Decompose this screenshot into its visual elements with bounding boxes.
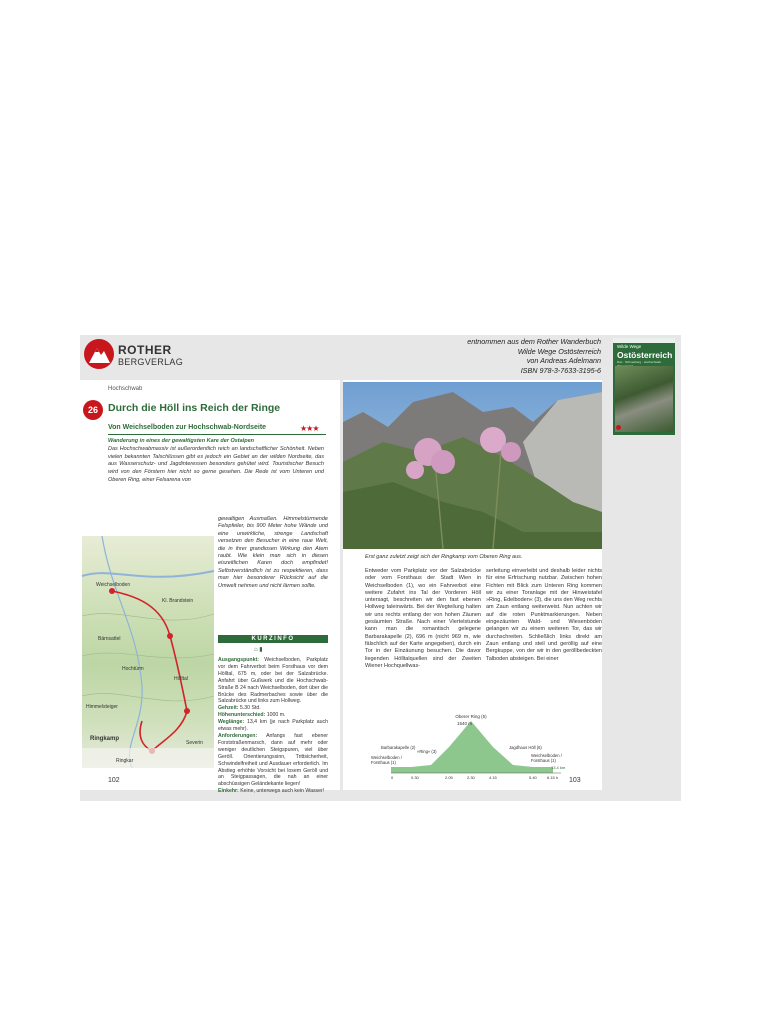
profile-time: 4.15 (489, 775, 497, 780)
profile-peak: Oberer Ring (5) (455, 714, 487, 719)
tour-subtitle: Von Weichselboden zur Hochschwab-Nordseite (108, 424, 267, 431)
publisher-name: ROTHER (118, 343, 172, 357)
kurzinfo-item: Einkehr: Keine, unterwegs auch kein Wasser! (218, 788, 325, 795)
map-waypoint (167, 633, 173, 639)
kurzinfo-icons: ⌂ ▮ (254, 647, 263, 653)
promo-text (351, 337, 601, 375)
route-map[interactable] (82, 536, 214, 768)
profile-label: Weichselboden / Forsthaus (1) (531, 753, 562, 763)
cover-subtitle: Rax · Schneeberg · Hochschwab · (617, 360, 663, 364)
profile-time: 0 (391, 775, 394, 780)
intro-text (108, 438, 324, 485)
profile-distance: 13.4 km (551, 765, 566, 770)
region-label: Hochschwab (108, 386, 143, 392)
kurzinfo-item: Weglänge: 13,4 km (je nach Parkplatz auch etwas mehr). (218, 719, 328, 733)
profile-label: Weichselboden / Forsthaus (1) (371, 755, 402, 765)
kurzinfo-item: Anforderungen: Anfangs fast ebener Forststraßenmarsch, dann auf mehr oder weniger deutlichen Steigspuren, viel über Geröll. Orientierungssinn, Trittsicherheit, Schwindelfreiheit und Ausdauer erforderlich. Im Abstieg erhöhte Vorsicht bei losem Geröll und an Steigpassagen, die nah an einer abschüssigen Geländekante liegen! (218, 732, 328, 788)
profile-peak-alt: 1540 m (457, 721, 473, 726)
page-number-left: 102 (108, 777, 120, 784)
body-column-2: serleitung einverleibt und deshalb leider nichts für eine Erfrischung nutzbar. Zwischen hohen Fichten mit Blick zum Unteren Ring kommen wir zu einer Toranlage mit der Hinweistafel »Ring, Edelboden« (3), die uns den Weg rechts am Zaun entlang weiterweist. Nun achten wir auf die roten Punktmarkierungen. Neben eingezäunten Wald- und Wiesenböden gelangen wir zu einem weiteren Tor, das wir durchschreiten. Schließlich links direkt am Zaun entlang und steil und geröllig auf eine Bergkuppe, von der wir in den geröllbedeckten Talboden absteigen. Bei einer (486, 568, 602, 662)
elevation-profile (371, 715, 577, 781)
profile-label: »Ring« (3) (417, 749, 437, 754)
mountain-logo-icon (84, 339, 114, 369)
map-label-himmelsteiger: Himmelsteiger (86, 704, 118, 710)
intro-heading: Wanderung in eines der gewaltigsten Kare der Ostalpen (108, 438, 254, 444)
photo-caption: Erst ganz zuletzt zeigt sich der Ringkamp vom Oberen Ring aus. (365, 554, 523, 560)
kurzinfo-header: KURZINFO (218, 635, 328, 643)
map-waypoint (184, 708, 190, 714)
map-label-brandstein: Kl. Brandstein (162, 598, 194, 604)
cover-logo-icon (616, 425, 621, 430)
profile-label: Barbarakapelle (2) (381, 745, 416, 750)
cover-series: Wilde Wege (617, 344, 642, 349)
promo-line3: von Andreas Adelmann (526, 356, 601, 365)
tour-title: Durch die Höll ins Reich der Ringe (108, 402, 281, 414)
profile-time: 6.15 h (547, 775, 559, 780)
map-label-hochturm: Hochtürm (122, 666, 144, 672)
publisher-sub: BERGVERLAG (118, 357, 184, 367)
book-spread (80, 335, 681, 801)
profile-time: 2.05 (445, 775, 453, 780)
difficulty-stars: ★★★ (300, 424, 319, 433)
promo-line2: Wilde Wege Ostösterreich (517, 346, 601, 356)
promo-line4: ISBN 978-3-7633-3195-6 (520, 365, 601, 375)
map-label-ringkamp: Ringkamp (90, 736, 120, 742)
kurzinfo-item: Höhenunterschied: 1000 m. (218, 712, 286, 719)
body-column-1: Entweder vom Parkplatz vor der Salzabrücke oder vom Forsthaus der Stadt Wien in Weichselboden (1), wo ein Fahrverbot eine weitere Zufahrt ins Tal der Vorderen Höll untersagt, beschreiten wir den fast ebenen Hollweg taleinwärts. Bei der Wegteilung halten wir uns rechts entlang der von hohen Zäunen gesäumten Straße. Nach einer Viertelstunde kann man die romantisch gelegene Barbarakapelle (2), 696 m (nicht 969 m, wie fälschlich auf der Karte angegeben), durch ein Tor in der Einzäunung besuchen. Die davor liegenden Hölltalquellen sind der Zweiten Wiener Hochquellwas- (365, 568, 481, 669)
right-page (343, 380, 602, 790)
side-text: gewaltigen Ausmaßen. Himmelstürmende Felspfeiler, bis 900 Meter hohe Wände und eine unwirkliche, strenge Landschaft versetzen den Besucher in eine raue Welt, die in ihrer grandiosen Wirkung den Atem raubt. Wie klein man sich in diesen eiszeitlichen Karen doch empfindet! Selbstverständlich ist zu respektieren, dass man hier besonderer Rücksicht auf die Umwelt nehmen und nicht lärmen sollte. (218, 516, 328, 589)
map-waypoint (109, 588, 115, 594)
map-label-severin: Severin (186, 740, 203, 746)
page-number-right: 103 (569, 777, 581, 784)
profile-label: Jagdhaus Höll (6) (509, 745, 542, 750)
book-cover[interactable] (613, 338, 675, 435)
promo-line1: entnommen aus dem Rother Wanderbuch (467, 337, 601, 346)
left-page (80, 380, 340, 795)
kurzinfo-text (218, 657, 328, 795)
rother-logo[interactable] (84, 339, 184, 373)
profile-time: 2.30 (467, 775, 475, 780)
map-label-weichselboden: Weichselboden (96, 582, 131, 588)
profile-time: 0.30 (411, 775, 419, 780)
cover-title: Ostösterreich (617, 350, 673, 360)
profile-time: 5.40 (529, 775, 537, 780)
map-label-barnsattel: Bärnsattel (98, 636, 121, 642)
kurzinfo-item: Gehzeit: 5.30 Std. (218, 705, 261, 712)
kurzinfo-box (218, 635, 328, 655)
map-label-holltal: Hölltal (174, 676, 188, 682)
mountain-photo[interactable] (343, 382, 602, 549)
map-label-ringkar: Ringkar (116, 758, 134, 764)
tour-number-badge: 26 (83, 400, 103, 420)
divider (108, 434, 326, 435)
intro-body: Das Hochschwabmassiv ist außerordentlich reich an landschaftlicher Schönheit. Neben vielen bekannten Talschlüssen gibt es jedoch ein Gebiet an der wilden Nordseite, das aus Wasserschutz- und Jagdinteressen besonders gehütet wird. Touristischer Besuch wird von den Förstern hier nicht so gerne gesehen. Die Rede ist vom Unteren und Oberen Ring, einer Felsarena von (108, 445, 324, 483)
kurzinfo-item: Ausgangspunkt: Weichselboden, Parkplatz vor dem Fahrverbot beim Forsthaus vor dem Hölltal, 675 m, oder bei der Salzabrücke. Anfahrt über Gußwerk und die Hochschwab-Straße B 24 nach Weichselboden, dort über die Brücke des Radmerbaches sowie über die Salzabrücke und links zum Hollweg. (218, 657, 328, 705)
cover-image (615, 366, 673, 432)
